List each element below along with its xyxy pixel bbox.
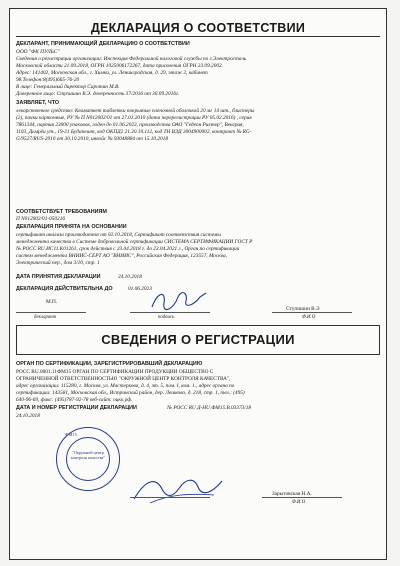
address-line: адрес организации: 115280, г. Москва, ул. Мастеркова, д. 4, эт. 5, пом. I, ком. 1., адрес органа по [16,383,235,389]
certification-stamp [56,427,120,491]
fio-caption: Ф.И.О [302,315,316,320]
registrar-signature-underline [130,497,210,498]
reg-line: Сведения о регистрации организации: Инспекция Федеральной налоговой службы по г.Электросталь [16,56,247,62]
stamp-text: "Окружной центр контроля качества" [70,450,106,460]
basis-line: № РОСС RU.ИС11.К01261, срок действия с 23.04.2018 г. до 23.04.2021 г., Орган по сертификации [16,246,240,252]
basis-line: Электрический пер., дом 3/10, стр. 1 [16,260,100,266]
registrar-signature [128,469,228,509]
declarant-caption: декларант [34,315,57,320]
registrar-fio-underline [262,497,342,498]
product-line: G/9527/RUS-2010 от 30.10.2010, инвойс № 93048884 от 15.10.2018 [16,136,168,142]
registrar-name: Зарытовская Н.А. [272,491,312,497]
date-label: ДАТА ПРИНЯТИЯ ДЕКЛАРАЦИИ [16,274,101,280]
reg-line: Московской области 21.09.2018, ОГРН 1025006172267, дата присвоения ОГРН 23.09.2002. [16,63,223,69]
basis-line: менеджмента качества в Системе добровольной сертификации СИСТЕМА СЕРТИФИКАЦИИ ГОСТ Р [16,239,253,245]
fio-underline [272,312,352,313]
title-divider [16,36,380,37]
body-line: РОСС RU.0001.11ФМ15 ОРГАН ПО СЕРТИФИКАЦИИ ПРОДУКЦИИ ОБЩЕСТВО С [16,369,214,375]
reg-line: Доверенное лицо: Ступишин В.Э. доверенность 37/2016 от 30.09.2016г. [16,91,180,97]
basis-line: сертификат анализа производителя от 02.10.2018, Сертификат соответствия системы [16,232,221,238]
reg-line: 98.Телефон:8(495)665-76-20 [16,77,80,83]
declarant-signature [148,287,210,313]
signature-caption: подпись [158,315,175,320]
registration-title-box [16,325,380,355]
reg-date: 24.10.2018 [16,413,40,419]
declarant-org: ООО "ФК ПУЛЬС" [16,49,60,55]
reg-line: В лице: Генеральный директор Сиротин М.В. [16,84,120,90]
declarant-underline [16,312,86,313]
declares-label: ЗАЯВЛЯЕТ, ЧТО [16,100,60,106]
signer-name: Ступишин В.Э [286,306,320,312]
reg-line: Адрес: 141402, Московская обл., г. Химки, ул. Ленинградская, д. 29, этаж 2, кабинет [16,70,208,76]
requirements-value: П N012002/01-050216 [16,216,65,222]
address-line: сертификации: 143581, Московская обл., Истринский район, дер. Лешково, д. 218, стр. 1, тел.: (495) [16,390,245,396]
reg-number-value: № РОСС RU Д-HU.ФМ15.В.03373/18 [167,405,252,411]
product-line: 7861344, партия 23000 упаковок, годен до 01.06.2023, производства ОАО "Гедеон Рихтер", Венгрия, [16,122,244,128]
declaration-document [9,8,387,560]
declarant-header: ДЕКЛАРАНТ, ПРИНИМАЮЩИЙ ДЕКЛАРАЦИЮ О СООТВЕТСТВИИ [16,41,190,47]
body-line: ОГРАНИЧЕННОЙ ОТВЕТСТВЕННОСТЬЮ "ОКРУЖНОЙ ЦЕНТР КОНТРОЛЯ КАЧЕСТВА", [16,376,231,382]
address-line: 640-96-69, факс: (495)787-92-78 веб-сайт: oцкк.рф. [16,397,133,403]
declaration-title: ДЕКЛАРАЦИЯ О СООТВЕТСТВИИ [90,21,306,35]
valid-value: 01.06.2023 [128,286,152,292]
requirements-label: СООТВЕТСТВУЕТ ТРЕБОВАНИЯМ [16,209,107,215]
signature-underline [130,312,210,313]
product-line: 1103, Дьмрёи ут., 19-21 Будапешт, код ОКПД2 21.20.10.112, код ТН ВЭД 3004900002, контракт № RG- [16,129,252,135]
date-value: 24.10.2018 [118,274,142,280]
stamp-num: ФМ15 [65,432,78,437]
body-header: ОРГАН ПО СЕРТИФИКАЦИИ, ЗАРЕГИСТРИРОВАВШИЙ ДЕКЛАРАЦИЮ [16,361,203,367]
reg-number-label: ДАТА И НОМЕР РЕГИСТРАЦИИ ДЕКЛАРАЦИИ [16,405,137,411]
registrar-fio-caption: Ф.И.О [292,500,306,505]
product-line: (2), пачки картонные, РУ № П N012002/01 от 27.01.2010 (дата перерегистрации РУ 05.02.2016) , серия [16,115,252,121]
product-line: лекарственное средство: Кеаматвет таблетки покрытые пленочной оболочкой 20 мг 14 шт., блистеры [16,108,255,114]
mp-label: М.П. [46,299,58,305]
registration-title: СВЕДЕНИЯ О РЕГИСТРАЦИИ [101,332,295,347]
basis-line: систем менеджмента ВНИИС-СЕРТ АО "ВНИИС", Российская Федерация, 123557, Москва, [16,253,228,259]
valid-label: ДЕКЛАРАЦИЯ ДЕЙСТВИТЕЛЬНА ДО [16,286,113,292]
basis-label: ДЕКЛАРАЦИЯ ПРИНЯТА НА ОСНОВАНИИ [16,224,127,230]
